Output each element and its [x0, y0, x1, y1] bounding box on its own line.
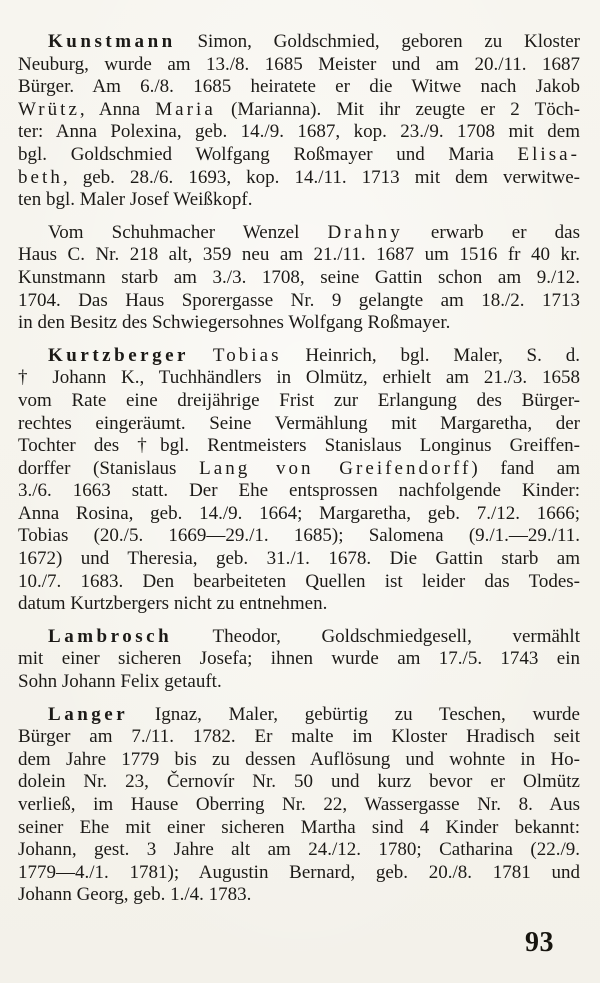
text-run: bgl. Goldschmied Wolfgang Roßmayer und Maria	[18, 143, 518, 165]
text-line	[18, 31, 580, 54]
text-run: Heinrich, bgl. Maler, S. d.	[281, 344, 580, 366]
text-run: erwarb er das	[402, 221, 580, 243]
entry-headword: Lambrosch	[48, 625, 173, 647]
text-line: ter: Anna Polexina, geb. 14./9. 1687, kop. 23./9. 1708 mit dem	[18, 121, 580, 143]
text-line: Sohn Johann Felix getauft.	[18, 671, 222, 693]
page-number: 93	[525, 926, 554, 958]
text-line: 3./6. 1663 statt. Der Ehe entsprossen nachfolgende Kinder:	[18, 480, 580, 502]
text-run: Vom Schuhmacher Wenzel	[48, 221, 328, 243]
entry-headword: Kunstmann	[48, 31, 176, 52]
text-run: dorffer (Stanislaus	[18, 457, 200, 479]
text-line: Johann Georg, geb. 1./4. 1783.	[18, 884, 252, 906]
text-line: Haus C. Nr. 218 alt, 359 neu am 21./11. 1687 um 1516 fr 40 kr.	[18, 244, 580, 266]
text-block	[18, 31, 580, 907]
text-line: datum Kurtzbergers nicht zu entnehmen.	[18, 593, 328, 615]
text-line: Johann, gest. 3 Jahre alt am 24./12. 1780; Catharina (22./9.	[18, 839, 580, 861]
text-run	[189, 345, 213, 366]
text-run: Theodor, Goldschmiedgesell, vermählt	[172, 625, 580, 647]
text-line: ten bgl. Maler Josef Weißkopf.	[18, 189, 253, 211]
text-line: seiner Ehe mit einer sicheren Martha sind 4 Kinder bekannt:	[18, 816, 580, 838]
text-line	[18, 99, 580, 122]
text-line: mit einer sicheren Josefa; ihnen wurde am 17./5. 1743 ein	[18, 648, 580, 670]
text-line: Bürger. Am 6./8. 1685 heiratete er die Witwe nach Jakob	[18, 76, 580, 98]
spaced-name: Tobias	[212, 344, 282, 366]
text-line: dolein Nr. 23, Černovír Nr. 50 und kurz bevor er Olmütz	[18, 771, 580, 793]
text-line: 1672) und Theresia, geb. 31./1. 1678. Die Gattin starb am	[18, 548, 580, 570]
text-run: Simon, Goldschmied, geboren zu Kloster	[175, 31, 580, 52]
text-line: 1779—4./1. 1781); Augustin Bernard, geb. 20./8. 1781 und	[18, 861, 580, 883]
text-line: † Johann K., Tuchhändlers in Olmütz, erhielt am 21./3. 1658	[18, 367, 580, 389]
text-run: (Marianna). Mit ihr zeugte er 2 Töch-	[215, 98, 581, 120]
text-line	[18, 222, 580, 245]
text-run: Ignaz, Maler, gebürtig zu Teschen, wurde	[128, 703, 580, 725]
kunstmann-entry	[18, 31, 580, 212]
text-line: Anna Rosina, geb. 14./9. 1664; Margaretha, geb. 7./12. 1666;	[18, 502, 580, 524]
text-line	[18, 167, 580, 190]
text-run: ) fand am	[471, 457, 580, 479]
text-line: 1704. Das Haus Sporergasse Nr. 9 gelangte am 18./2. 1713	[18, 289, 580, 311]
text-line: in den Besitz des Schwiegersohnes Wolfgang Roßmayer.	[18, 312, 451, 334]
text-line	[18, 144, 580, 167]
text-line: rechtes eingeräumt. Seine Vermählung mit Margaretha, der	[18, 412, 580, 434]
kurtzberger-entry	[18, 345, 580, 616]
spaced-name: Maria	[155, 98, 216, 120]
kunstmann-house-note	[18, 222, 580, 335]
text-line	[18, 704, 580, 727]
text-line: Kunstmann starb am 3./3. 1708, seine Gattin schon am 9./12.	[18, 266, 580, 288]
lambrosch-entry	[18, 626, 580, 694]
text-line: Neuburg, wurde am 13./8. 1685 Meister und am 20./11. 1687	[18, 53, 580, 75]
spaced-name: beth	[18, 166, 63, 188]
spaced-name: Drahny	[327, 221, 403, 243]
text-line: dem Jahre 1779 bis zu dessen Auflösung und wohnte in Ho-	[18, 748, 580, 770]
text-run: , Anna	[79, 98, 156, 120]
text-line: vom Rate eine dreijährige Frist zur Erlangung des Bürger-	[18, 389, 580, 411]
spaced-name: Lang von Greifendorff	[199, 457, 472, 479]
text-line: 10./7. 1683. Den bearbeiteten Quellen ist leider das Todes-	[18, 570, 580, 592]
text-line	[18, 458, 580, 481]
entry-headword: Kurtzberger	[48, 344, 190, 366]
spaced-name: Elisa-	[517, 143, 580, 165]
entry-headword: Langer	[48, 703, 129, 725]
text-line: verließ, im Hause Oberring Nr. 22, Wassergasse Nr. 8. Aus	[18, 794, 580, 815]
langer-entry	[18, 704, 580, 907]
text-line	[18, 345, 580, 368]
text-line: Tochter des †bgl. Rentmeisters Stanislaus Longinus Greiffen-	[18, 435, 580, 457]
text-run: , geb. 28./6. 1693, kop. 14./11. 1713 mit dem verwitwe-	[62, 166, 580, 188]
text-line	[18, 626, 580, 649]
text-line: Tobias (20./5. 1669—29./1. 1685); Salomena (9./1.—29./11.	[18, 525, 580, 547]
text-line: Bürger am 7./11. 1782. Er malte im Kloster Hradisch seit	[18, 726, 580, 748]
spaced-name: Wrütz	[18, 98, 80, 120]
